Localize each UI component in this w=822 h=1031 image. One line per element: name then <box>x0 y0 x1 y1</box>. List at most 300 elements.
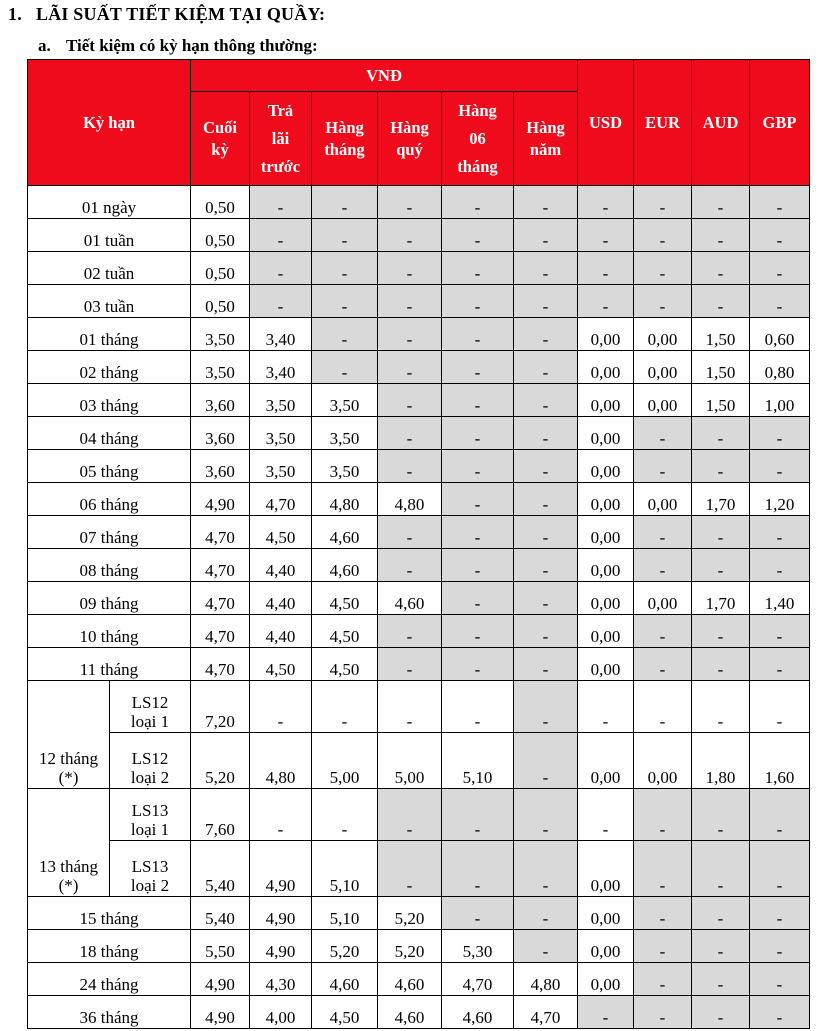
header-line: năm <box>529 139 562 159</box>
rate-cell-gbp: 0,60 <box>750 318 810 351</box>
rate-cell-eur: - <box>634 897 692 930</box>
section-number: 1. <box>8 4 22 24</box>
header-line: tháng <box>457 156 498 176</box>
rate-cell-aud: - <box>692 897 750 930</box>
rate-cell-hang-06-thang: 4,60 <box>442 996 514 1029</box>
rate-cell-cuoi-ky: 0,50 <box>191 252 250 285</box>
term-label: 04 tháng <box>28 417 191 450</box>
rate-cell-hang-06-thang: - <box>442 351 514 384</box>
rate-cell-eur: - <box>634 841 692 897</box>
rate-cell-eur: 0,00 <box>634 483 692 516</box>
term-label: 01 tháng <box>28 318 191 351</box>
header-hang-thang <box>312 92 378 186</box>
term-label: 08 tháng <box>28 549 191 582</box>
rate-cell-cuoi-ky: 4,70 <box>191 549 250 582</box>
rate-cell-tra-lai-truoc: 3,50 <box>250 450 312 483</box>
table-row <box>28 351 810 384</box>
rate-cell-cuoi-ky: 3,60 <box>191 384 250 417</box>
rate-cell-cuoi-ky: 4,70 <box>191 648 250 681</box>
header-line: trước <box>260 156 301 176</box>
rate-cell-tra-lai-truoc: 4,40 <box>250 615 312 648</box>
rate-cell-hang-thang: 5,20 <box>312 930 378 963</box>
rate-cell-gbp: - <box>750 930 810 963</box>
rate-cell-eur: - <box>634 219 692 252</box>
rate-cell-aud: 1,70 <box>692 582 750 615</box>
rate-cell-hang-nam: - <box>514 516 578 549</box>
term-sub-line: LS12 <box>131 693 169 712</box>
rate-cell-gbp: - <box>750 549 810 582</box>
rate-cell-gbp: - <box>750 285 810 318</box>
rate-cell-eur: - <box>634 963 692 996</box>
rate-cell-hang-thang: 4,80 <box>312 483 378 516</box>
table-row <box>28 252 810 285</box>
rate-cell-gbp: - <box>750 897 810 930</box>
rate-cell-hang-quy: 5,20 <box>378 897 442 930</box>
term-label: 07 tháng <box>28 516 191 549</box>
rate-cell-gbp: - <box>750 186 810 219</box>
table-row <box>28 417 810 450</box>
rate-cell-hang-nam: - <box>514 252 578 285</box>
header-usd: USD <box>578 60 634 186</box>
rate-cell-eur: - <box>634 615 692 648</box>
subsection-heading <box>38 36 318 56</box>
section-heading <box>8 4 325 25</box>
rate-cell-hang-nam: - <box>514 318 578 351</box>
rate-cell-hang-nam: - <box>514 582 578 615</box>
rate-cell-aud: - <box>692 516 750 549</box>
rate-cell-tra-lai-truoc: 4,00 <box>250 996 312 1029</box>
rate-cell-aud: 1,50 <box>692 351 750 384</box>
term-sub-label <box>110 733 191 789</box>
rate-cell-hang-quy: - <box>378 285 442 318</box>
table-row <box>28 516 810 549</box>
rate-cell-usd: 0,00 <box>578 318 634 351</box>
header-line: tháng <box>324 139 365 159</box>
header-line: quý <box>396 139 423 159</box>
table-row <box>28 681 810 733</box>
rate-cell-hang-06-thang: - <box>442 549 514 582</box>
table-row <box>28 384 810 417</box>
rate-cell-cuoi-ky: 4,70 <box>191 516 250 549</box>
header-line: Hàng <box>390 117 429 137</box>
rate-cell-eur: 0,00 <box>634 318 692 351</box>
rate-cell-hang-quy: 5,20 <box>378 930 442 963</box>
rate-cell-hang-thang: 4,50 <box>312 582 378 615</box>
rate-cell-cuoi-ky: 4,70 <box>191 615 250 648</box>
rate-cell-usd: 0,00 <box>578 648 634 681</box>
rate-cell-hang-thang: 3,50 <box>312 450 378 483</box>
table-row <box>28 318 810 351</box>
table-row <box>28 186 810 219</box>
rate-cell-hang-quy: - <box>378 252 442 285</box>
rate-cell-hang-thang: 4,50 <box>312 648 378 681</box>
rate-cell-hang-quy: 4,60 <box>378 996 442 1029</box>
rate-cell-hang-thang: - <box>312 252 378 285</box>
rate-cell-tra-lai-truoc: 4,90 <box>250 897 312 930</box>
table-row <box>28 841 810 897</box>
rate-cell-tra-lai-truoc: 4,30 <box>250 963 312 996</box>
rate-cell-hang-quy: 4,60 <box>378 582 442 615</box>
term-group-label <box>28 789 110 897</box>
rate-cell-hang-06-thang: - <box>442 897 514 930</box>
rate-cell-tra-lai-truoc: 4,90 <box>250 841 312 897</box>
rate-cell-hang-thang: 4,60 <box>312 549 378 582</box>
rate-cell-usd: - <box>578 285 634 318</box>
rate-cell-gbp: 1,20 <box>750 483 810 516</box>
rate-cell-hang-nam: - <box>514 450 578 483</box>
rate-cell-hang-thang: 4,60 <box>312 963 378 996</box>
rate-cell-hang-06-thang: - <box>442 841 514 897</box>
interest-rate-table <box>27 59 810 1029</box>
term-sub-line: LS13 <box>131 857 169 876</box>
header-tra-lai-truoc <box>250 92 312 186</box>
rate-cell-hang-thang: - <box>312 219 378 252</box>
subsection-title: Tiết kiệm có kỳ hạn thông thường: <box>66 36 318 55</box>
rate-cell-hang-nam: - <box>514 648 578 681</box>
rate-cell-hang-thang: 3,50 <box>312 417 378 450</box>
rate-cell-hang-nam: - <box>514 219 578 252</box>
term-sub-line: loại 1 <box>130 712 170 731</box>
header-hang-quy <box>378 92 442 186</box>
rate-cell-aud: - <box>692 549 750 582</box>
rate-cell-aud: - <box>692 930 750 963</box>
term-sub-line: loại 2 <box>130 876 170 895</box>
term-label: 24 tháng <box>28 963 191 996</box>
rate-cell-hang-06-thang: - <box>442 615 514 648</box>
rate-cell-hang-nam: - <box>514 733 578 789</box>
rate-cell-aud: - <box>692 450 750 483</box>
table-row <box>28 789 810 841</box>
header-aud: AUD <box>692 60 750 186</box>
term-label: 36 tháng <box>28 996 191 1029</box>
rate-cell-cuoi-ky: 5,40 <box>191 841 250 897</box>
header-line: Hàng <box>325 117 364 137</box>
rate-cell-aud: - <box>692 648 750 681</box>
rate-cell-tra-lai-truoc: 4,80 <box>250 733 312 789</box>
rate-cell-eur: - <box>634 450 692 483</box>
rate-cell-eur: - <box>634 789 692 841</box>
rate-cell-cuoi-ky: 3,60 <box>191 417 250 450</box>
term-label: 18 tháng <box>28 930 191 963</box>
header-vnd: VNĐ <box>191 60 578 92</box>
rate-cell-hang-06-thang: - <box>442 450 514 483</box>
rate-cell-usd: 0,00 <box>578 615 634 648</box>
rate-cell-hang-thang: 4,50 <box>312 996 378 1029</box>
rate-cell-cuoi-ky: 7,60 <box>191 789 250 841</box>
rate-cell-aud: - <box>692 219 750 252</box>
rate-cell-hang-thang: 5,10 <box>312 897 378 930</box>
rate-cell-hang-nam: - <box>514 930 578 963</box>
rate-cell-hang-06-thang: 4,70 <box>442 963 514 996</box>
rate-cell-hang-06-thang: - <box>442 789 514 841</box>
rate-cell-usd: 0,00 <box>578 483 634 516</box>
rate-cell-hang-thang: - <box>312 285 378 318</box>
rate-cell-usd: 0,00 <box>578 351 634 384</box>
rate-cell-tra-lai-truoc: - <box>250 186 312 219</box>
rate-cell-gbp: - <box>750 516 810 549</box>
term-sub-label <box>110 789 191 841</box>
rate-cell-aud: 1,50 <box>692 384 750 417</box>
rate-cell-hang-thang: 4,50 <box>312 615 378 648</box>
rate-cell-eur: - <box>634 252 692 285</box>
rate-cell-tra-lai-truoc: 4,50 <box>250 648 312 681</box>
term-label: 10 tháng <box>28 615 191 648</box>
rate-cell-tra-lai-truoc: 3,50 <box>250 384 312 417</box>
term-sub-line: loại 2 <box>130 768 170 787</box>
rate-cell-hang-quy: - <box>378 615 442 648</box>
rate-cell-cuoi-ky: 3,50 <box>191 351 250 384</box>
term-label: 02 tuần <box>28 252 191 285</box>
rate-cell-hang-quy: - <box>378 841 442 897</box>
rate-cell-tra-lai-truoc: 3,40 <box>250 351 312 384</box>
rate-cell-cuoi-ky: 3,60 <box>191 450 250 483</box>
term-label: 05 tháng <box>28 450 191 483</box>
rate-cell-cuoi-ky: 5,40 <box>191 897 250 930</box>
rate-cell-cuoi-ky: 7,20 <box>191 681 250 733</box>
rate-cell-hang-thang: - <box>312 186 378 219</box>
table-row <box>28 450 810 483</box>
rate-cell-tra-lai-truoc: 3,40 <box>250 318 312 351</box>
table-row <box>28 733 810 789</box>
rate-cell-hang-quy: - <box>378 789 442 841</box>
rate-cell-usd: 0,00 <box>578 417 634 450</box>
rate-cell-tra-lai-truoc: - <box>250 252 312 285</box>
rate-cell-hang-nam: - <box>514 285 578 318</box>
table-row <box>28 582 810 615</box>
rate-cell-gbp: - <box>750 450 810 483</box>
rate-cell-hang-quy: - <box>378 384 442 417</box>
rate-cell-cuoi-ky: 0,50 <box>191 186 250 219</box>
rate-cell-usd: 0,00 <box>578 450 634 483</box>
subsection-number: a. <box>38 36 51 55</box>
rate-cell-hang-06-thang: - <box>442 516 514 549</box>
header-hang-nam <box>514 92 578 186</box>
rate-cell-gbp: - <box>750 219 810 252</box>
rate-cell-aud: 1,50 <box>692 318 750 351</box>
rate-cell-eur: - <box>634 417 692 450</box>
term-label: 15 tháng <box>28 897 191 930</box>
rate-cell-tra-lai-truoc: 4,40 <box>250 582 312 615</box>
rate-cell-gbp: 0,80 <box>750 351 810 384</box>
rate-cell-hang-quy: 4,60 <box>378 963 442 996</box>
header-line: kỳ <box>211 139 229 159</box>
rate-cell-gbp: - <box>750 417 810 450</box>
rate-cell-cuoi-ky: 4,90 <box>191 483 250 516</box>
table-row <box>28 285 810 318</box>
rate-cell-usd: 0,00 <box>578 733 634 789</box>
rate-cell-hang-nam: - <box>514 549 578 582</box>
term-group-line: 13 tháng <box>38 857 99 876</box>
rate-cell-tra-lai-truoc: 3,50 <box>250 417 312 450</box>
rate-cell-usd: - <box>578 996 634 1029</box>
rate-cell-usd: - <box>578 681 634 733</box>
rate-cell-gbp: 1,60 <box>750 733 810 789</box>
rate-cell-hang-thang: 5,00 <box>312 733 378 789</box>
rate-cell-eur: - <box>634 996 692 1029</box>
rate-cell-usd: 0,00 <box>578 516 634 549</box>
header-hang-06-thang <box>442 92 514 186</box>
rate-cell-hang-quy: - <box>378 417 442 450</box>
rate-cell-usd: - <box>578 789 634 841</box>
rate-cell-cuoi-ky: 4,90 <box>191 996 250 1029</box>
rate-cell-usd: 0,00 <box>578 384 634 417</box>
rate-cell-usd: 0,00 <box>578 963 634 996</box>
term-group-line: (*) <box>58 876 79 895</box>
rate-cell-hang-06-thang: - <box>442 417 514 450</box>
header-line: Hàng <box>458 100 497 120</box>
rate-cell-hang-thang: 4,60 <box>312 516 378 549</box>
rate-cell-hang-thang: - <box>312 789 378 841</box>
rate-cell-usd: 0,00 <box>578 930 634 963</box>
rate-cell-eur: - <box>634 549 692 582</box>
rate-cell-hang-quy: - <box>378 318 442 351</box>
rate-cell-cuoi-ky: 0,50 <box>191 219 250 252</box>
rate-cell-gbp: - <box>750 648 810 681</box>
table-row <box>28 483 810 516</box>
term-group-label <box>28 681 110 789</box>
table-row <box>28 930 810 963</box>
rate-cell-aud: 1,70 <box>692 483 750 516</box>
rate-cell-tra-lai-truoc: 4,90 <box>250 930 312 963</box>
rate-cell-hang-quy: - <box>378 351 442 384</box>
rate-cell-hang-quy: - <box>378 186 442 219</box>
rate-cell-hang-nam: 4,80 <box>514 963 578 996</box>
rate-cell-aud: - <box>692 186 750 219</box>
rate-cell-hang-quy: - <box>378 549 442 582</box>
rate-cell-hang-quy: - <box>378 681 442 733</box>
rate-cell-hang-quy: - <box>378 648 442 681</box>
table-row <box>28 897 810 930</box>
rate-cell-aud: - <box>692 285 750 318</box>
rate-cell-usd: - <box>578 252 634 285</box>
rate-cell-hang-06-thang: - <box>442 186 514 219</box>
rate-cell-eur: - <box>634 186 692 219</box>
rate-cell-hang-nam: - <box>514 841 578 897</box>
rate-cell-gbp: 1,40 <box>750 582 810 615</box>
header-line: Cuối <box>203 117 237 137</box>
rate-cell-gbp: - <box>750 996 810 1029</box>
term-sub-label <box>110 681 191 733</box>
rate-cell-hang-quy: 4,80 <box>378 483 442 516</box>
header-cuoi-ky <box>191 92 250 186</box>
term-label: 06 tháng <box>28 483 191 516</box>
rate-cell-hang-nam: - <box>514 483 578 516</box>
term-group-line: 12 tháng <box>38 749 99 768</box>
rate-cell-tra-lai-truoc: - <box>250 681 312 733</box>
rate-cell-usd: 0,00 <box>578 582 634 615</box>
rate-cell-hang-06-thang: - <box>442 648 514 681</box>
term-sub-line: LS12 <box>131 749 169 768</box>
rate-cell-eur: - <box>634 516 692 549</box>
rate-cell-eur: 0,00 <box>634 384 692 417</box>
term-label: 01 ngày <box>28 186 191 219</box>
rate-cell-aud: 1,80 <box>692 733 750 789</box>
rate-cell-aud: - <box>692 996 750 1029</box>
rate-cell-tra-lai-truoc: - <box>250 219 312 252</box>
rate-cell-hang-nam: - <box>514 417 578 450</box>
rate-cell-cuoi-ky: 4,90 <box>191 963 250 996</box>
rate-cell-hang-06-thang: - <box>442 252 514 285</box>
rate-cell-hang-thang: - <box>312 681 378 733</box>
rate-cell-cuoi-ky: 4,70 <box>191 582 250 615</box>
rate-cell-hang-quy: - <box>378 516 442 549</box>
rate-cell-hang-nam: - <box>514 897 578 930</box>
header-term: Kỳ hạn <box>28 60 191 186</box>
rate-cell-cuoi-ky: 5,50 <box>191 930 250 963</box>
rate-cell-eur: - <box>634 930 692 963</box>
rate-cell-aud: - <box>692 615 750 648</box>
rate-cell-hang-06-thang: - <box>442 219 514 252</box>
header-line: Hàng <box>526 117 565 137</box>
rate-cell-gbp: - <box>750 615 810 648</box>
rate-cell-gbp: - <box>750 789 810 841</box>
rate-cell-tra-lai-truoc: 4,70 <box>250 483 312 516</box>
rate-cell-eur: 0,00 <box>634 582 692 615</box>
rate-cell-aud: - <box>692 789 750 841</box>
rate-cell-hang-06-thang: - <box>442 681 514 733</box>
table-row <box>28 219 810 252</box>
rate-cell-hang-06-thang: 5,10 <box>442 733 514 789</box>
rate-cell-aud: - <box>692 841 750 897</box>
table-row <box>28 549 810 582</box>
rate-cell-hang-quy: 5,00 <box>378 733 442 789</box>
rate-cell-hang-nam: 4,70 <box>514 996 578 1029</box>
rate-cell-cuoi-ky: 3,50 <box>191 318 250 351</box>
header-line: Trả <box>267 100 294 120</box>
rate-cell-hang-thang: 3,50 <box>312 384 378 417</box>
rate-cell-aud: - <box>692 681 750 733</box>
rate-cell-usd: - <box>578 219 634 252</box>
rate-cell-hang-quy: - <box>378 450 442 483</box>
header-line: 06 <box>469 128 486 148</box>
rate-cell-hang-06-thang: - <box>442 318 514 351</box>
term-sub-line: LS13 <box>131 801 169 820</box>
term-label: 01 tuần <box>28 219 191 252</box>
rate-cell-eur: - <box>634 681 692 733</box>
term-label: 02 tháng <box>28 351 191 384</box>
rate-cell-tra-lai-truoc: 4,50 <box>250 516 312 549</box>
section-title: LÃI SUẤT TIẾT KIỆM TẠI QUẦY: <box>36 4 326 24</box>
rate-cell-hang-nam: - <box>514 681 578 733</box>
rate-cell-gbp: 1,00 <box>750 384 810 417</box>
rate-cell-hang-06-thang: - <box>442 384 514 417</box>
rate-cell-eur: - <box>634 285 692 318</box>
rate-cell-usd: - <box>578 186 634 219</box>
rate-cell-cuoi-ky: 0,50 <box>191 285 250 318</box>
rate-cell-tra-lai-truoc: - <box>250 789 312 841</box>
term-sub-line: loại 1 <box>130 820 170 839</box>
rate-cell-hang-quy: - <box>378 219 442 252</box>
rate-cell-hang-06-thang: - <box>442 285 514 318</box>
rate-cell-eur: 0,00 <box>634 733 692 789</box>
rate-cell-tra-lai-truoc: - <box>250 285 312 318</box>
rate-cell-gbp: - <box>750 681 810 733</box>
rate-cell-aud: - <box>692 963 750 996</box>
rate-cell-hang-thang: 5,10 <box>312 841 378 897</box>
rate-cell-gbp: - <box>750 963 810 996</box>
rate-cell-tra-lai-truoc: 4,40 <box>250 549 312 582</box>
term-label: 09 tháng <box>28 582 191 615</box>
rate-cell-hang-nam: - <box>514 789 578 841</box>
rate-cell-eur: 0,00 <box>634 351 692 384</box>
table-row <box>28 648 810 681</box>
rate-cell-aud: - <box>692 417 750 450</box>
header-gbp: GBP <box>750 60 810 186</box>
rate-cell-usd: 0,00 <box>578 549 634 582</box>
rate-cell-gbp: - <box>750 841 810 897</box>
term-sub-label <box>110 841 191 897</box>
term-group-line: (*) <box>58 768 79 787</box>
